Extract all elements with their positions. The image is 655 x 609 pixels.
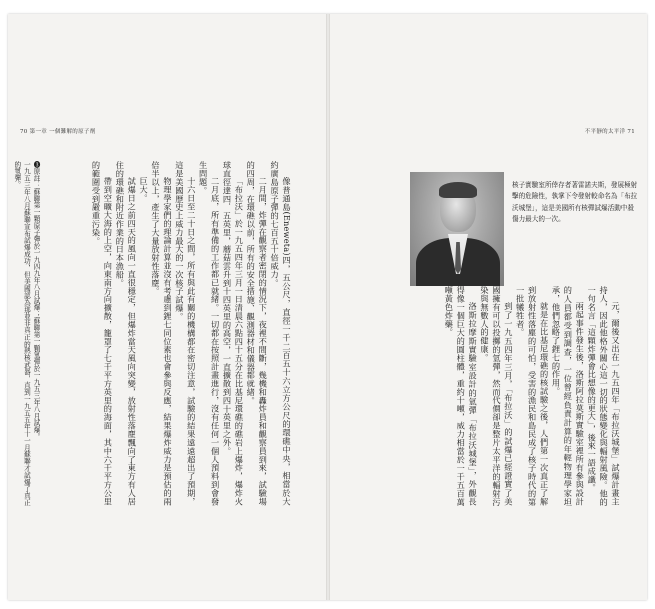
paragraph: 二月底，所有準備的工作都已就緒。一切都在按照計畫進行，沒有任何一個人預料到會發生問題。	[198, 161, 221, 506]
left-body-text	[41, 161, 292, 506]
footnote: ❸原註：蘇聯第一顆原子彈於一九四九年八月試爆；蘇聯第一顆氫彈於一九五三年八月試爆。	[32, 161, 40, 440]
paragraph: 像普通島(Eneweta)四，五公尺，直徑一千二百五十六立方公尺的環礁中央，相當於大約廣島原子彈的七百五十倍威力。	[270, 161, 292, 506]
portrait-hair	[439, 182, 477, 198]
portrait-photo	[410, 172, 504, 286]
left-running-head: 70 第一章 一個難解的原子劑	[20, 129, 96, 135]
paragraph: 元，爾後又出在一九五四年「布拉沃城堡」試爆計畫主持人，因此他格外關心這一切的狀態變化與輻射風險。他的一句名言「這顆炸彈會比想像的更大」，後來一語成讖。	[587, 286, 621, 506]
left-page	[8, 14, 326, 600]
book-spread	[8, 14, 647, 600]
paragraph: 物理學家們的理論計算並沒有考慮到鋰七同位素也會參與反應，結果爆炸威力是預估的兩倍半以上，產生了大量放射性落塵。	[151, 161, 173, 506]
paragraph: 試爆日之前四天的風向一直很穩定，但爆炸當天風向突變，放射性落塵飄向了東方有人居住的環礁和附近作業的日本漁船。	[115, 161, 138, 506]
paragraph: 「布拉沃」於一九五四年三月一日清晨六點四十五分在比基尼環礁的礁岩上爆炸，爆炸火球直徑達四．五英里，蘑菇雲升到十四英里的高空，一直擴散到四十英里之外。	[222, 161, 245, 506]
right-running-head: 不平靜的太平洋 71	[584, 129, 635, 135]
paragraph: 到了一九五四年三月，「布拉沃」的試爆已經證實了美國擁有可以投擲的氫彈，然而代價卻是整片太平洋的輻射污染與無數人的健康。	[480, 286, 514, 506]
paragraph: 洛斯拉摩斯實驗室設計的氫彈「布拉沃城堡」，外觀長得像一個巨大的圓柱體，重約十噸，威力相當於一千五百萬噸黃色炸藥。	[444, 286, 479, 506]
paragraph: 就是在比基尼環礁的核試驗之後，人們第一次真正了解到放射性落塵的可怕，受害的漁民和島民成了核子時代的第一批犧牲者。	[515, 286, 550, 506]
paragraph: 巨大。	[139, 177, 150, 203]
paragraph: 兩起事件發生後，洛斯阿拉莫斯實驗室裡所有參與設計的人員都受到調查，一位曾經負責計算的年輕物理學家坦承，他們忽略了鋰七的作用。	[551, 286, 586, 506]
footnote: 一九五三年八月蘇聯宣布試爆成功，但美國認為那並非真正的熱核武器，直到一九五五年十一月蘇聯才試爆了真正的氫彈。	[12, 161, 31, 506]
right-page	[330, 14, 647, 600]
right-body-text	[336, 286, 621, 506]
left-footnotes	[12, 161, 40, 506]
paragraph: 十六日至二十日之間，所有與此有關的機構都在密切注意，試驗的結果遠遠超出了預期，這是美國歷史上威力最大的一次核子試爆。	[174, 161, 197, 506]
paragraph: 二月間，炸彈在觀察者密閉的情況下，夜裡不間斷，幾機和轟炸員和觀察員到來，試驗場的四周，在環礁以前，所有的安全措施、觀測器材和儀器都就緒。	[246, 161, 269, 506]
paragraph: 帶到空曠大海的上空，向東南方向擴散，籠罩了七千平方英里的海面，其中六千平方公里的範圍受到嚴重污染。	[91, 161, 114, 506]
photo-caption: 核子實驗室所倖存者著雷諾夫斯，發展極射擊的危險性，執掌下令發射較命名為「布拉沃城堡」，這是美國所有核彈試爆活動中殺傷力最大的一次。	[512, 181, 638, 224]
